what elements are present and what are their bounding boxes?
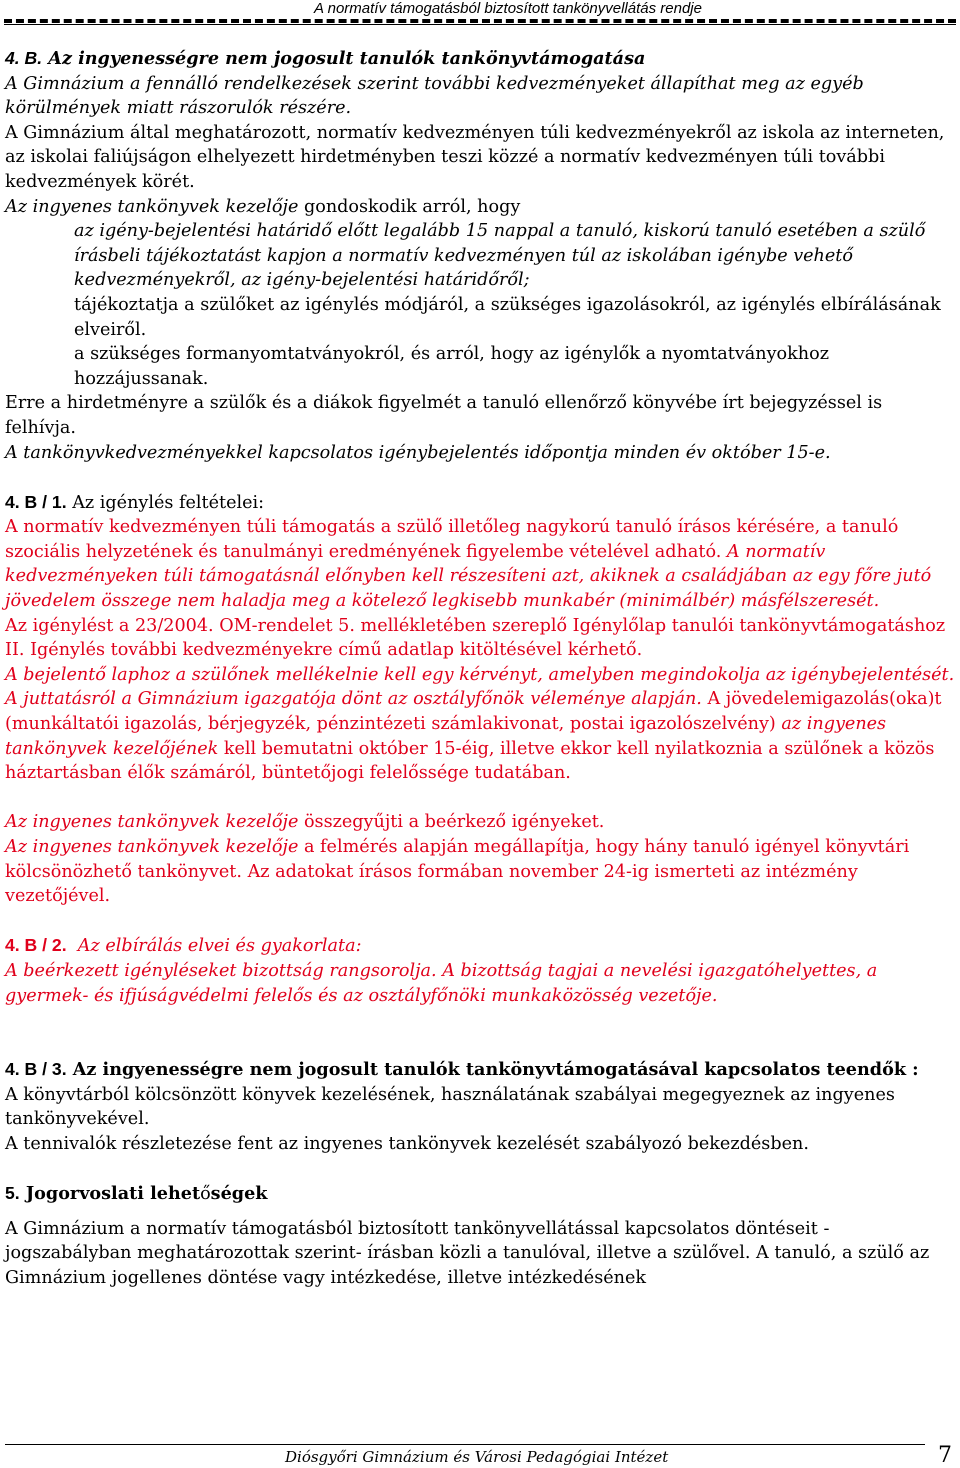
section-5-title: Jogorvoslati lehet: [25, 1183, 201, 1205]
section-4b1-paragraph-3: [5, 663, 958, 786]
page-header: [0, 0, 960, 44]
section-4b-number: 4. B.: [5, 48, 43, 68]
section-5-number: 5.: [5, 1183, 20, 1204]
section-4b-paragraph-3: [5, 195, 958, 220]
section-4b3-heading: [5, 1057, 958, 1083]
section-4b1-heading: [5, 490, 958, 516]
section-4b1-paragraph-4: [5, 810, 958, 835]
section-4b-paragraph-3-rest: gondoskodik arról, hogy: [298, 196, 521, 217]
textbook-manager-ref: az ingyenes tankönyvek kezelőjének: [5, 714, 887, 759]
section-5-title-end: ségek: [210, 1183, 268, 1205]
section-5-title-char: ő: [200, 1184, 211, 1205]
section-4b3-paragraph-1: A könyvtárból kölcsönzött könyvek kezelésének, használatának szabályai megegyeznek az ingyenes tankönyvekével.: [5, 1084, 895, 1130]
section-4b1-paragraph-3-italic: A bejelentő laphoz a szülőnek mellékelnie kell egy kérvényt, amelyben megindokolja az igénybejelentését. A juttatásról a Gimnázium igazgatója dönt az osztályfőnök véleménye alapján.: [5, 664, 955, 710]
textbook-manager-ref: Az ingyenes tankönyvek kezelője: [5, 812, 299, 833]
header-dashed-rule: [4, 19, 956, 23]
list-item: a szükséges formanyomtatványokról, és arról, hogy az igénylők a nyomtatványokhoz hozzájussanak.: [74, 344, 830, 389]
section-4b1-paragraph-4-rest: összegyűjti a beérkező igényeket.: [298, 812, 605, 833]
section-4b2-heading: [5, 933, 958, 959]
section-4b1-paragraph-1-normal: A normatív kedvezményen túli támogatás a szülő illetőleg nagykorú tanuló írásos kérésére, a tanuló szociális helyzetének és tanulmányi eredményének figyelembe vételével adható.: [5, 517, 899, 562]
document-body: [5, 46, 958, 1291]
page-footer: [0, 1440, 960, 1468]
section-4b-paragraph-2: A Gimnázium által meghatározott, normatív kedvezményen túli kedvezményekről az iskola az interneten, az iskolai faliújságon elhelyezett hirdetményben teszi közzé a normatív kedvezményen túli további kedvezmények körét.: [5, 122, 945, 192]
textbook-manager-ref: Az ingyenes tankönyvek kezelője: [5, 196, 299, 217]
section-4b1-paragraph-5-rest: a felmérés alapján megállapítja, hogy hány tanuló igényel könyvtári kölcsönözhető tankönyvet. Az adatokat írásos formában november 24-ig ismerteti az intézmény vezetőjével.: [5, 837, 910, 907]
section-5-heading: [5, 1181, 958, 1207]
header-title: A normatív támogatásból biztosított tankönyvellátás rendje: [314, 0, 702, 17]
list-item: az igény-bejelentési határidő előtt legalább 15 nappal a tanuló, kiskorú tanuló esetében a szülő írásbeli tájékoztatást kapjon a normatív kedvezményen túl az iskolában igénybe vehető kedvezményekről, az igény-bejelentési határidőről;: [74, 221, 926, 291]
footer-rule: [5, 1444, 925, 1445]
section-4b1-paragraph-3-normal: A jövedelemigazolás(oka)t (munkáltatói igazolás, bérjegyzék, pénzintézeti számlakivonat, postai igazolószelvény): [5, 689, 942, 735]
section-4b1-number: 4. B / 1.: [5, 491, 67, 512]
textbook-manager-ref: Az ingyenes tankönyvek kezelője: [5, 837, 299, 857]
footer-institution: Diósgyőri Gimnázium és Városi Pedagógiai Intézet: [285, 1448, 669, 1466]
section-4b-paragraph-4: Erre a hirdetményre a szülők és a diákok figyelmét a tanuló ellenőrző könyvébe írt bejegyzéssel is felhívja.: [5, 393, 883, 438]
section-4b-paragraph-5: A tankönyvkedvezményekkel kapcsolatos igénybejelentés időpontja minden év október 15-e.: [5, 442, 831, 463]
section-4b2-number: 4. B / 2.: [5, 935, 67, 956]
section-4b1-paragraph-1-italic: A normatív kedvezményeken túli támogatásnál előnyben kell részesíteni azt, akiknek a családjában az egy főre jutó jövedelem összege nem haladja meg a kötelező legkisebb munkabér (minimálbér) másfélszeresét.: [5, 541, 932, 612]
section-4b-heading: [5, 46, 958, 72]
section-4b-paragraph-1: A Gimnázium a fennálló rendelkezések szerint további kedvezményeket állapíthat meg az egyéb körülmények miatt rászorulók részére.: [5, 73, 864, 119]
section-4b3-number: 4. B / 3.: [5, 1059, 67, 1080]
section-4b1-paragraph-3-tail: kell bemutatni október 15-éig, illetve ekkor kell nyilatkoznia a szülőnek a közös háztartásban élők számáról, büntetőjogi felelőssége tudatában.: [5, 738, 935, 784]
section-4b1-paragraph-5: [5, 835, 958, 909]
section-4b2-title: Az elbírálás elvei és gyakorlata:: [77, 936, 362, 957]
section-4b1-paragraph-2: Az igénylést a 23/2004. OM-rendelet 5. mellékletében szereplő Igénylőlap tanulói tankönyvtámogatáshoz II. Igénylés további kedvezményekre című adatlap kitöltésével kérhető.: [5, 615, 946, 661]
section-4b1-paragraph-1: [5, 515, 958, 613]
section-4b1-title: Az igénylés feltételei:: [66, 492, 265, 513]
list-item: tájékoztatja a szülőket az igénylés módjáról, a szükséges igazolásokról, az igénylés elbírálásának elveiről.: [74, 294, 941, 340]
section-5-paragraph-1: A Gimnázium a normatív támogatásból biztosított tankönyvellátással kapcsolatos döntéseit - jogszabályban meghatározottak szerint- írásban közli a tanulóval, illetve a szülővel. A tanuló, a szülő az Gimnázium jogellenes döntése vagy intézkedése, illetve intézkedésének: [5, 1218, 930, 1288]
section-4b3-paragraph-2: A tennivalók részletezése fent az ingyenes tankönyvek kezelését szabályozó bekezdésben.: [5, 1133, 809, 1154]
page-number: 7: [938, 1443, 952, 1468]
section-4b3-title: Az ingyenességre nem jogosult tanulók tankönyvtámogatásával kapcsolatos teendők :: [72, 1059, 919, 1081]
section-4b2-paragraph-1: A beérkezett igényléseket bizottság rangsorolja. A bizottság tagjai a nevelési igazgatóhelyettes, a gyermek- és ifjúságvédelmi felelős és az osztályfőnöki munkaközösség vezetője.: [5, 960, 878, 1006]
header-rule: [4, 24, 956, 25]
section-4b-title: Az ingyenességre nem jogosult tanulók tankönyvtámogatása: [48, 48, 646, 69]
